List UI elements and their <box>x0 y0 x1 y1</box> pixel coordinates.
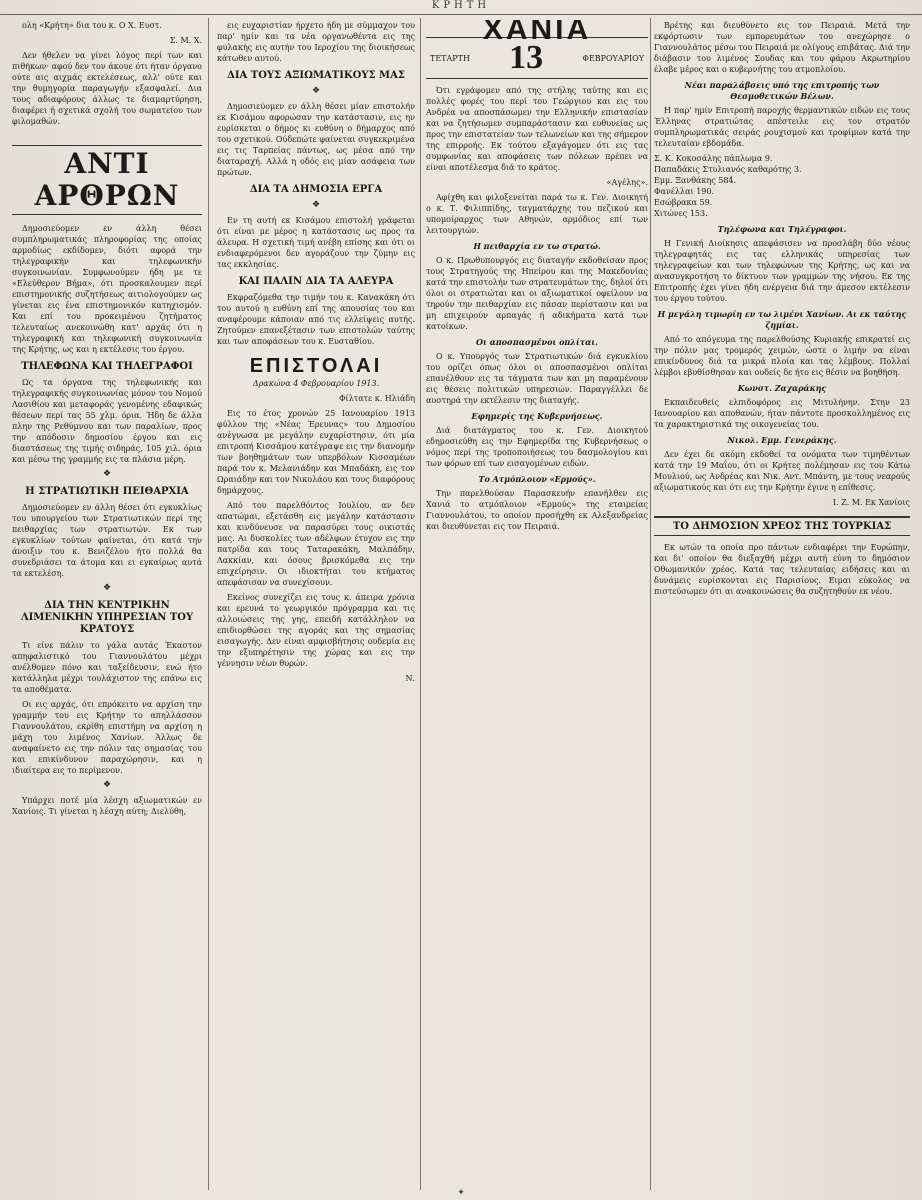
list-item: Σ. Κ. Κοκοσάλης πάπλωμα 9. <box>654 154 773 163</box>
ornament: ❖ <box>102 469 112 479</box>
article-heading: ΔΙΑ ΤΟΥΣ ΑΞΙΩΜΑΤΙΚΟΥΣ ΜΑΣ <box>227 70 405 81</box>
news-heading: Νέαι παραλάβσεις υπό της επιτροπής των Θεσμοθετικών Βέλων. <box>684 80 880 101</box>
article-text: Δεν ήθελεν να γίνει λόγος περί των και πιθήκων· αφού δεν τον άκουε ότι ήταν όργανο ούτε αις αιχμάς εκτελέσεως, αλλ' ούτε και την θυμηγορία παραγωγήν εξασφαλεί. Δια τους αδιαφόρους άλλως τε διαμαρτύρηση, διαφέρει ή σχετικά σχολή του σωματείου των φιλομαθών. <box>12 51 202 126</box>
list-item: Εμμ. Ξανθάκης 584. <box>654 176 737 185</box>
column-rule <box>208 18 209 1190</box>
column-3 <box>426 20 648 1185</box>
month: ΦΕΒΡΟΥΑΡΙΟΥ <box>582 53 644 63</box>
article-text: Εκφραζόμεθα την τιμήν του κ. Κανακάκη ότι του αυτού η ευθύνη επί της απουσίας του και αναφέρουμε κάποιαν από τις ελλείψεις αυτής. Ζητούμεν επανεξέτασιν των επιστολών ταύτης και των αποφάσεων του κ. Ευσταθίου. <box>217 293 415 346</box>
column-2 <box>217 20 415 1185</box>
ornament: ❖ <box>102 780 112 790</box>
article-text: Υπάρχει ποτέ μία λέσχη αξιωματικών εν Χανίοις. Τι γίνεται η λέσχη αύτη; Διελύθη, <box>12 796 202 816</box>
article-text: Αφίχθη και φιλοξενείται παρά τω κ. Γεν. Διοικητή ο κ. Τ. Φιλιππίδης, ταγματάρχης του πεζικού και υπομοίραρχος των Αθηνών, αρμόδιος επί των λειτουργιών. <box>426 193 648 235</box>
article-text: Από του παρελθόντος Ιουλίου, αν δεν απατώμαι, εξετάσθη εις μεγάλην κατάστασιν και κινδύνευσε να παρασύρει τους οικιστάς μας. Αι δυσκολίες των αδέλφων έτυχον εις την πατρίδα και τους Ταταρακάκη, Μαλπάδην, Λακκίαν, και όσους βρισκόμεθα εις την επιχείρησιν. Οι ιδιοκτήται του κτήματος απεφάσισαν να συνεχίσουν. <box>217 501 415 587</box>
article-text: Ως τα όργανα της τηλεφωνικής και τηλεγραφικής συγκοινωνίας μόνον του Νομού Λασιθίου και μεταφοράς γενομένης εδαφικώς θέσεων περί τας 55 χλμ. όρια. Ήδη δε άλλα πλην της Ρεθύμνου και των παραλίων, προς την απόδοσιν δημοσίου έργου και εις διαστάσεως της τιμής σιδηράς, 105 χιλ. όρια και μέσω της γραμμής εις τα πλάσια μέρη. <box>12 378 202 464</box>
article-heading: ΔΙΑ ΤΑ ΔΗΜΟΣΙΑ ΕΡΓΑ <box>249 184 383 195</box>
column-rule <box>650 18 651 1190</box>
column-rule <box>420 18 421 1190</box>
article-text: Η Γενική Διοίκησις απεφάσισεν να προσλάβη δύο νέους τηλεγραφητάς εις τας ελληνικάς υπηρεσίας των τηλεγραφείων και των τηλεφώνων της Κρήτης, ως και να ανασυγκροτήση το δίκτυον των γραμμών της νήσου. Εκ της Επιτροπής έχει γίνει ήδη ενέργεια διά την άμεσον εκτέλεσιν του έργου τούτου. <box>654 239 910 303</box>
ornament: ❖ <box>102 583 112 593</box>
article-heading: ΤΗΛΕΦΩΝΑ ΚΑΙ ΤΗΛΕΓΡΑΦΟΙ <box>21 361 193 372</box>
article-text: Δημοσιεύομεν εν άλλη θέσει ότι εγκυκλίως του υπουργείου των Στρατιωτικών περί της πειθαρχίας των στρατιωτών. Εκ των εγκυκλίων τούτων φαίνεται, ότι κατά την άνοιξιν του κ. Βενιζέλου ήτο πολλά θα συνεδριάσει τα άτομα και ει εγκαίρως αυτά τα εκτελέση. <box>12 503 202 578</box>
article-text: Ότι εγράφομεν από της στήλης ταύτης και εις πολλές φορές του περί του Γεώργιου και εις του Ανδρέα να αποσπάσωμεν την Ελληνικήν επιστασίαν και να ζητήσωμεν συμπαράστασιν και ευθυνείας ως προς την επιστατείαν των τελωνείων και της σήμερον της επιρροής. Εκ τούτου εξαγάγομεν ότι εις τας συμφωνίας και αποφάσεις των πόλεων πρέπει να είναι αποτέλεσμα διά το κράτος. <box>426 86 648 172</box>
news-heading: Νικολ. Εμμ. Γενεράκης. <box>727 435 837 445</box>
news-heading: Η πειθαρχία εν τω στρατώ. <box>473 241 601 251</box>
signature: «Αγέλης». <box>606 178 648 187</box>
dateline <box>426 37 648 79</box>
city-heading: ΧΑΝΙΑ <box>482 20 592 46</box>
article-text: Από το απόγευμα της παρελθούσης Κυριακής επικρατεί εις την πόλιν μας τρομερός χειμών, ώστε ο λιμήν να είναι επικίνδυνος διά τα μικρά πλοία και τας λέμβους. Πολλαί λέμβοι εβυθίσθησαν και ουδείς δε ήτο εις θέσιν να βοηθήση. <box>654 335 910 377</box>
news-heading: Εφημερίς της Κυβερνήσεως. <box>471 411 603 421</box>
article-text: Ο κ. Πρωθυπουργός εις διαταγήν εκδοθείσαν προς τους Στρατηγούς της Ηπείρου και της Μακεδονίας κατά την επιστολήν των στρατευμάτων της, δηλοί ότι όλοι οι στρατιώται και οι αξιωματικοί οφείλουν να τηρούν την πειθαρχίαν εις πάσαν περίστασιν και να μη επιχειρούν αρπαγάς ή αδικήματα κατά των κατοίκων. <box>426 256 648 331</box>
article-heading: ΚΑΙ ΠΑΛΙΝ ΔΙΑ ΤΑ ΑΛΕΥΡΑ <box>238 276 394 287</box>
ornament: ❖ <box>311 200 321 210</box>
signature: Ι. Ζ. Μ. Εκ Χανίοις <box>832 498 910 507</box>
weekday: ΤΕΤΑΡΤΗ <box>430 53 470 63</box>
article-text: Οι εις αρχάς, ότι επρόκειτο να αρχίση την γραμμήν του εις Κρήτην το απηλλάσσον Γιαννουλάτου, εκρίθη επιστήμη να αρχίση η μάχη του λιμένος Χανίων. Άλλως δε αναφαίνετο εις την πόλιν τας σημασίας του και επικίνδυνον παραχώρησιν, και η ιδιαίτερα εις το περίμενον. <box>12 700 202 775</box>
section-title: ΤΟ ΔΗΜΟΣΙΟΝ ΧΡΕΟΣ ΤΗΣ ΤΟΥΡΚΙΑΣ <box>654 516 910 536</box>
news-heading: Τηλέφωνα και Τηλέγραφοι. <box>717 224 847 234</box>
article-text: Την παρελθούσαν Παρασκευήν επανήλθεν εις Χανιά το ατμόπλοιον «Ερμούς» της εταιρείας Γιαννουλάτου, το οποίον προσήχθη εκ Αλεξανδρείας και διευθύνεται εις τον Πειραιά. <box>426 489 648 531</box>
article-text: Βρέτης και διευθύνετο εις τον Πειραιά. Μετά την εκφόρτωσιν των εμπορευμάτων του ανεχώρησε ο Γιαννουλάτος μέσω του Πειραιά με ολίγους επιβάτας. Διά την διάβασιν του λιμένος Σουδας και του φάρου Ακρωτηρίου έλαβε μέρος και ο κυβερνήτης του ατμοπλοίου. <box>654 21 910 74</box>
masthead: ΚΡΗΤΗ <box>0 0 922 15</box>
article-heading: Η ΣΤΡΑΤΙΩΤΙΚΗ ΠΕΙΘΑΡΧΙΑ <box>25 486 189 497</box>
article-text: Εις το έτος χρονών 25 Ιανουαρίου 1913 φύλλον της «Νέας Έρευνας» του Δημοσίου ανέγνωσα με μεγάλην ευχαρίστησιν, ότι μία επιτροπή Κισσάμου κατέγραψε εις την διανομήν των βοηθημάτων των υπερβόλων Κισσαμέων παρά τον κ. Μελανιάδην και Μπαδάκη, εις τον Ωραιάδην και τον Νικολάου και τους διαφόρους δημάρχους. <box>217 409 415 495</box>
page-footer-mark: ✦ <box>457 1188 465 1198</box>
news-heading: Το Ατμόπλοιον «Ερμούς». <box>478 474 596 484</box>
article-text: Εκ ωτών τα οποία προ πάντων ενδιαφέρει την Ευρώπην, και δι' οποίον θα διεξαχθή μέχρι αυτή εύνη το δημόσιον Οθωμανικόν χρέος. Κατά τας τελευταίας ειδήσεις και αι δυνάμεις ευρίσκονται εις Παρισίους. Ειμαι εύκολος να πιστεύσωμεν ότι αι ανακοινώσεις θα συζητηθούν εκ νέου. <box>654 543 910 596</box>
article-text: Εν τη αυτή εκ Κισάμου επιστολή γράφεται ότι είναι με μέρος η κατάστασις ως προς τα άλευρα. Η σχετική τιμή ανέβη επίσης και ότι οι ενδιαφερόμενοι δεν αγοράζουν την ζύμην εις τας εκκλησίας. <box>217 216 415 269</box>
column-4 <box>654 20 910 1185</box>
letter-salutation: Φίλτατε κ. Ηλιάδη <box>339 394 415 403</box>
section-title: ΕΠΙΣΤΟΛΑΙ <box>249 355 383 377</box>
list-item: Παπαδάκις Στυλιανός καθαρότης 3. <box>654 165 802 174</box>
section-title: ΑΝΤΙ ΑΡΘΡΩΝ <box>12 145 202 215</box>
ornament: ❖ <box>311 86 321 96</box>
column-1 <box>12 20 202 1185</box>
article-text: Εκείνος συνεχίζει εις τους κ. άπειρα χρόνια και ερευνά το γεωργικόν πρόγραμμα και τις αλλοιώσεις της γης, επειδή κατάλληλον να επιδιορθώσει της αγοράς και της σημασίας εισαγωγής. Δεν είναι αμφισβήτησις ουδεμία εις την εξυπηρέτησιν της χώρας και εις την γέννησιν νέων θυρών. <box>217 593 415 668</box>
news-heading: Κωνστ. Ζαχαράκης <box>737 383 827 393</box>
article-text: Εκπαιδευθείς ελπιδοφόρος εις Μιτυλήνην. Στην 23 Ιανουαρίου και αποθανών, ήταν πάντοτε προσκολλημένος εις τα χαρακτηριστικά της οικογενείας του. <box>654 398 910 429</box>
article-text: ολη «Κρήτη» δια του κ. Ο Χ. Ευστ. <box>22 21 162 30</box>
article-text: Διά διατάγματος του κ. Γεν. Διοικητού εδημοσιεύθη εις την Εφημερίδα της Κυβερνήσεως ο νόμος περί της τροποποιήσεως του δασμολογίου και των φόρων επί των εισαγομένων ειδών. <box>426 426 648 468</box>
article-text: Δημοσιεύομεν εν άλλη θέσει συμπληρωματικάς πληροφορίας της οποίας αρμοδίως εκδίδομεν, διότι αφορά την τηλεγραφικήν και τηλεφωνικήν συγκοινωνίαν. Συμφωνούμεν ήδη με τε «Ελεύθερον Βήμα», ότι προσκαλουμεν περί επιστημονικής συζητήσεως αιτιολογούμεν ως γίνεται εις ένα επιστημονικόν κατηχισμόν. Και επί του προκειμένου ζητήματος τελευταίως ανεκοινώθη κατ' αρχάς ότι η τηλεγραφική και τηλεφωνική συγκοινωνία της Κρήτης, ως και η εκτέλεσις του έργου. <box>12 224 202 354</box>
article-text: Η παρ' ημίν Επιτροπή παροχής θερμαντικών ειδών εις τους Έλληνας στρατιώτας απέστειλε εις τον στρατόν συμπληρωματικάς σειράς ρουχισμού και τροφίμων κατά την τελευταίαν εβδομάδα. <box>654 106 910 148</box>
article-text: Ο κ. Υπουργός των Στρατιωτικών διά εγκυκλίου του ορίζει όπως όλοι οι αποσπασμένοι οπλίται επανέλθουν εις τα τάγματα των και μη παραμένουν εις θέσεις πολιτικών υπηρεσιών. Παραγγέλλει δε αυστηρά την εκτέλεσιν της διαταγής. <box>426 352 648 405</box>
signature: Σ. Μ. Χ. <box>169 36 202 45</box>
list-item: Εσώβρακα 59. <box>654 198 713 207</box>
letter-dateline: Δρακώνα 4 Φεβρουαρίου 1913. <box>252 379 380 388</box>
list-item: Χιτώνες 153. <box>654 209 708 218</box>
list-item: Φανέλλαι 190. <box>654 187 715 196</box>
article-text: Δημοσιεύομεν εν άλλη θέσει μίαν επιστολήν εκ Κισάμου αφορώσαν την κατάστασιν, εις ην ευρίσκεται ο δήμος κι ευθύνη ο δήμαρχος από του σχετικού. Ούδεπώτε φαίνεται συγκεκριμένα εις τις Ταρπείας πάντως, ως μέσα από την διαταραχή. Αλλά η οδός εις μίαν ασάφεια των πρώτων. <box>217 102 415 177</box>
article-text: εις ευχαριστίαν ήρχετο ήδη με σύμμαχον του παρ' ημίν και τα νέα οργανωθέντα εις της φυλακής εις αυτήν του Ιεροχίου της διοικήσεως κάτωθεν αυτού. <box>217 21 415 63</box>
news-heading: Η μεγάλη τιμωρίη εν τω λιμένι Χανίων. Αι εκ ταύτης ζημίαι. <box>657 309 907 330</box>
article-heading: ΔΙΑ ΤΗΝ ΚΕΝΤΡΙΚΗΝ ΛΙΜΕΝΙΚΗΝ ΥΠΗΡΕΣΙΑΝ ΤΟΥ ΚΡΑΤΟΥΣ <box>20 600 194 635</box>
article-text: Τι είνε πάλιν το γάλα αυτάς Έκαστον απηφαλιστικό του Γιαννουλάτου μέχρι ανέλθομεν πόνο και ταξείδευσιν, ενώ ήτο κατάλληλα μέχρι τουλάχιστον της επάνω εις τα αποθέματα. <box>12 641 202 694</box>
news-heading: Οι αποσπασμένοι οπλίται. <box>476 337 598 347</box>
signature: Ν. <box>405 674 415 683</box>
article-text: Δεν έχει δε ακόμη εκδοθεί τα ονόματα των τιμηθέντων κατά την 19 Μαΐου, ότι οι Κρήτες πολέμησαν εις του Κάτω Μουλιού, ως Ανδρέας και Νικ. Αντ. Μπάντη, με τους νεαρούς αξιωματικούς και ότι εις την Κρήτην έγινε η επίθεσις. <box>654 450 910 492</box>
day-number: 13 <box>509 39 544 76</box>
